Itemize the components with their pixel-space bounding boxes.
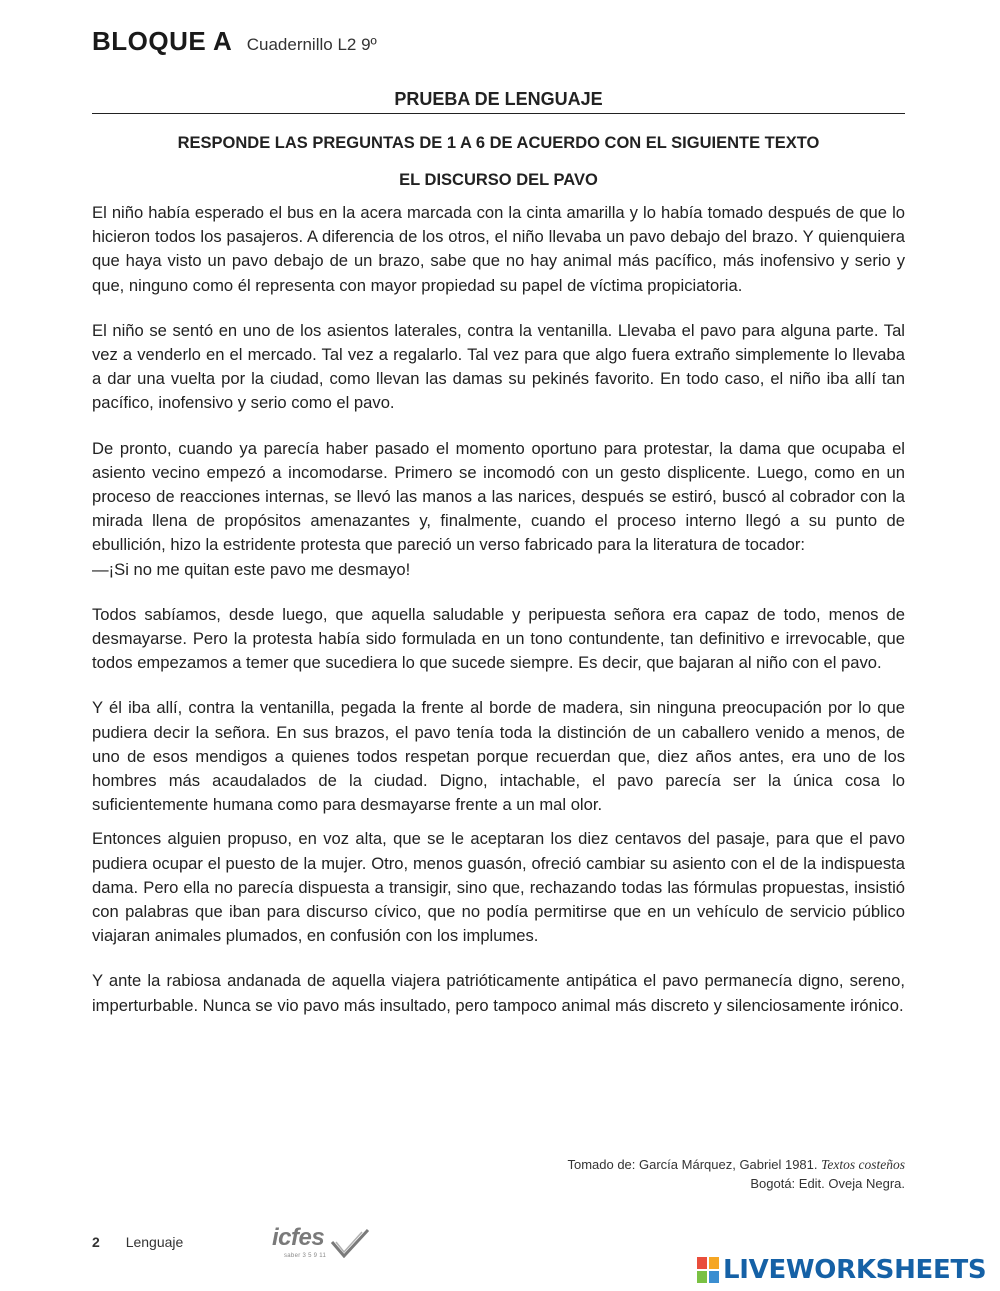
logo-block bbox=[697, 1257, 707, 1269]
citation-publisher: Bogotá: Edit. Oveja Negra. bbox=[750, 1176, 905, 1191]
liveworksheets-watermark bbox=[697, 1255, 986, 1285]
citation-author: Tomado de: García Márquez, Gabriel 1981. bbox=[567, 1157, 818, 1172]
logo-block bbox=[709, 1257, 719, 1269]
footer-subject: Lenguaje bbox=[125, 1234, 184, 1250]
title-divider bbox=[92, 113, 905, 114]
dialogue-line: —¡Si no me quitan este pavo me desmayo! bbox=[92, 559, 411, 579]
booklet-label: Cuadernillo L2 9º bbox=[246, 35, 377, 54]
citation-book: Textos costeños bbox=[821, 1157, 905, 1172]
paragraph: El niño se sentó en uno de los asientos laterales, contra la ventanilla. Llevaba el pavo para alguna parte. Tal vez a venderlo en el mercado. Tal vez a regalarlo. Tal vez para que algo fuera extraño simplemente lo llevaba a dar una vuelta por la ciudad, como llevan las damas su pekinés favorito. En todo caso, el niño iba allí tan pacífico, inofensivo y serio como el pavo. bbox=[92, 320, 905, 413]
icfes-logo-text: icfes bbox=[272, 1224, 325, 1251]
paragraph: El niño había esperado el bus en la acera marcada con la cinta amarilla y lo había tomado después de que lo hicieron todos los pasajeros. A diferencia de los otros, el niño llevaba un pavo debajo del brazo. Y quienquiera que haya visto un pavo debajo de un brazo, sabe que no hay animal más pacífico, más inofensivo y serio y que, ninguno como él representa con mayor propiedad su papel de víctima propiciatoria. bbox=[92, 203, 905, 295]
paragraph: Y él iba allí, contra la ventanilla, pegada la frente al borde de madera, sin ninguna preocupación por lo que pudiera decir la señora. En sus brazos, el pavo tenía toda la distinción de un caballero venido a menos, de uno de esos mendigos a quienes todos respetan porque recuerdan que, diez años antes, era uno de los hombres más acaudalados de la ciudad. Digno, intachable, el pavo parecía ser la única cosa lo suficientemente humana como para desmayarse frente a un mal olor. bbox=[92, 698, 905, 815]
paragraph: Y ante la rabiosa andanada de aquella viajera patrióticamente antipática el pavo permanecía digno, sereno, imperturbable. Nunca se vio pavo más insultado, pero tampoco animal más discreto y silenciosamente irónico. bbox=[92, 971, 905, 1015]
logo-block bbox=[709, 1271, 719, 1283]
test-title: PRUEBA DE LENGUAJE bbox=[394, 89, 603, 109]
block-label: BLOQUE A bbox=[92, 26, 233, 56]
icfes-logo bbox=[272, 1224, 372, 1264]
paragraph: Entonces alguien propuso, en voz alta, que se le aceptaran los diez centavos del pasaje, para que el pavo pudiera ocupar el puesto de la mujer. Otro, menos guasón, ofreció cambiar su asiento con el de la indispuesta dama. Pero ella no parecía dispuesta a transigir, sino que, rechazando todas las fórmulas propuestas, insistió con palabras que iban para discurso cívico, que no podía permitirse que en un vehículo de servicio público viajaran animales plumados, en confusión con los implumes. bbox=[92, 829, 905, 946]
page-footer bbox=[92, 1234, 183, 1250]
instruction-heading: RESPONDE LAS PREGUNTAS DE 1 A 6 DE ACUERDO CON EL SIGUIENTE TEXTO bbox=[177, 134, 820, 152]
text-title: EL DISCURSO DEL PAVO bbox=[399, 171, 598, 189]
watermark-text: LIVEWORKSHEETS bbox=[723, 1255, 987, 1285]
reading-text bbox=[92, 201, 905, 1018]
logo-block bbox=[697, 1271, 707, 1283]
icfes-logo-subtext: saber 3 5 9 11 bbox=[284, 1253, 327, 1259]
check-icon bbox=[330, 1228, 370, 1258]
page-number: 2 bbox=[92, 1234, 100, 1250]
paragraph: Todos sabíamos, desde luego, que aquella saludable y peripuesta señora era capaz de todo, menos de desmayarse. Pero la protesta había sido formulada en un tono contundente, tan definitivo e irrevocable, que todos empezamos a temer que sucediera lo que sucede siempre. Es decir, que bajaran al niño con el pavo. bbox=[92, 604, 905, 673]
page-header bbox=[92, 26, 377, 57]
paragraph: De pronto, cuando ya parecía haber pasado el momento oportuno para protestar, la dama que ocupaba el asiento vecino empezó a incomodarse. Primero se incomodó con un gesto displicente. Luego, como en un proceso de reacciones internas, se llevó las manos a las narices, después se estiró, buscó al cobrador con la mirada llena de propósitos amenazantes y, finalmente, cuando el proceso interno llegó a su punto de ebullición, hizo la estridente protesta que pareció un verso fabricado para la literatura de tocador: bbox=[92, 438, 905, 555]
liveworksheets-logo-icon bbox=[697, 1257, 719, 1283]
source-citation bbox=[567, 1155, 905, 1193]
